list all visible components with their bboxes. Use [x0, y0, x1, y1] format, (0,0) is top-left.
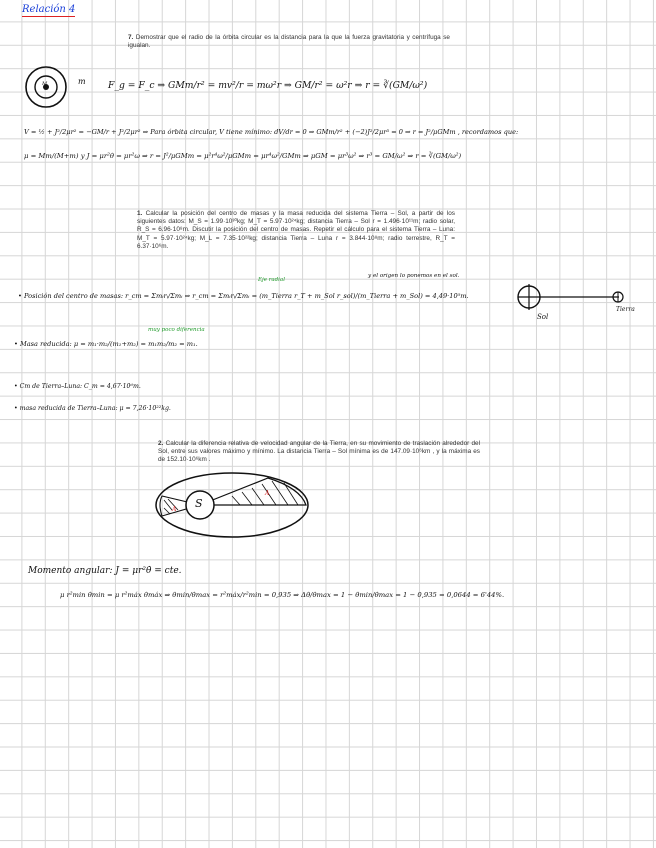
problem2-number: 2.	[158, 440, 164, 447]
problem7-text: Demostrar que el radio de la órbita circular es la distancia para la que la fuerza gravitatoria y centrífuga se igualan.	[128, 34, 450, 50]
green-note-diff: muy poco diferencia	[148, 327, 205, 333]
problem2-line-calc: μ r²min θ̇min = μ r²máx θ̇máx ⇒ θ̇min/θ̇max = r²máx/r²min = 0,935 ⇒ Δθ̇/θ̇max = 1 − θ̇min/θ̇max = 1 − 0,935 = 0,0644 = 6'44%.	[60, 591, 505, 599]
problem1-line-mu: • Masa reducida: μ = m₁·m₂/(m₁+m₂) = m₁m₂/m₂ = m₁.	[14, 340, 198, 348]
problem1-line-tl-mu: • masa reducida de Tierra–Luna: μ = 7,26·10²²kg.	[14, 405, 171, 412]
problem1-number: 1.	[137, 210, 143, 217]
orbit-center-label: M	[42, 81, 48, 87]
origin-note: y el origen lo ponemos en el sol.	[368, 273, 460, 279]
earth-label: Tierra	[616, 306, 635, 313]
problem2-statement	[158, 440, 480, 465]
problem1-line-tl-cm: • Cm de Tierra–Luna: C_m = 4,67·10⁶m.	[14, 383, 141, 390]
orbit-diagram	[26, 60, 106, 120]
problem1-statement	[137, 210, 455, 251]
problem7-number: 7.	[128, 34, 134, 41]
problem1-line-cm: • Posición del centro de masas: r_cm = Σmᵢrᵢ/Σmᵢ ⇒ r_cm = Σmᵢrᵢ/Σmᵢ = (m_Tierra r_T + m_Sol r_sol)/(m_Tierra + m_Sol) = 4,49·10⁵m.	[18, 292, 469, 300]
orbit-mass-label: m	[78, 77, 86, 86]
problem7-statement	[128, 34, 450, 50]
green-note-radial: Eje radial	[258, 277, 285, 283]
problem7-line1: F_g = F_c ⇒ GMm/r² = mv²/r = mω²r ⇒ GM/r² = ω²r ⇒ r = ∛(GM/ω²)	[108, 80, 428, 91]
problem7-line2: V = ½ + J²/2μr² = −GM/r + J²/2μr² ⇒ Para órbita circular, V tiene mínimo: dV/dr = 0 ⇒ GMm/r² + (−2)J²/2μr³ = 0 ⇒ r = J²/μGMm , recordamos que:	[24, 128, 519, 136]
sun-label: Sol	[537, 313, 549, 321]
sun-earth-diagram	[515, 284, 635, 324]
problem1-text: Calcular la posición del centro de masas y la masa reducida del sistema Tierra – Sol, a partir de los siguientes datos: M_S = 1.99·10³⁰kg; M_T = 5.97·10²⁴kg; distancia Tierra – Sol r = 1.496·10¹¹m; radio solar, R_S = 6.96·10⁸m. Discutir la posición del centro de masas. Repetir el cálculo para el sistema Tierra – Luna: M_T = 5.97·10²⁴kg; M_L = 7.35·10²²kg; distancia Tierra – Luna r = 3.844·10⁸m; radio terrestre, R_T = 6.37·10⁶m.	[137, 210, 456, 250]
page-title: Relación 4	[22, 4, 76, 15]
problem2-line-j: Momento angular: J = μr²θ̇ = cte.	[28, 566, 182, 576]
problem7-line3: μ = Mm/(M+m) y J = μr²θ̇ = μr²ω ⇒ r = J²/μGMm = μ²r⁴ω²/μGMm = μr⁴ω²/GMm ⇒ μGM = μr³ω² ⇒ r³ = GM/ω² ⇒ r = ∛(GM/ω²)	[24, 152, 462, 160]
area-a-large-label: A	[265, 490, 270, 497]
area-a-small-label: A	[172, 506, 177, 513]
problem2-text: Calcular la diferencia relativa de velocidad angular de la Tierra, en su movimiento de traslación alrededor del Sol, entre sus valores máximo y mínimo. La distancia Tierra – Sol mínima es de 147.09·10⁶km , y la máxima es de 152.10·10⁶km .	[158, 440, 480, 464]
ellipse-sun-label: S	[195, 497, 203, 510]
